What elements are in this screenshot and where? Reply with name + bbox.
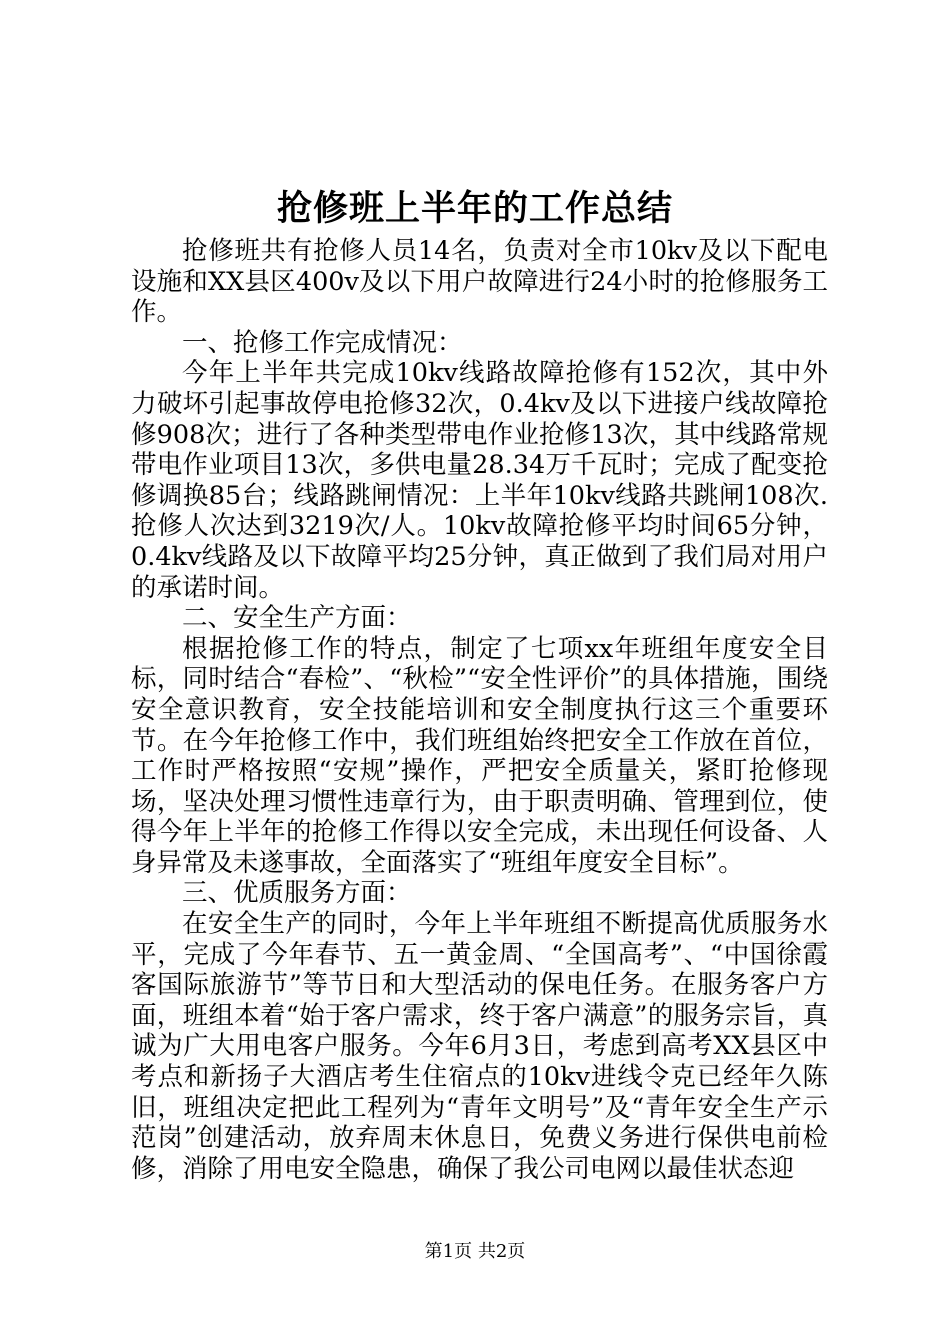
document-title: 抢修班上半年的工作总结 [276,188,673,229]
section-heading-safety: 二、安全生产方面： [182,603,412,634]
repair-work-paragraph: 今年上半年共完成10kv线路故障抢修有152次，其中外力破坏引起事故停电抢修32次，0.4kv及以下进接户线故障抢修908次；进行了各种类型带电作业抢修13次，其中线路常规带电作业项目13次，多供电量28.34万千瓦时；完成了配变抢修调换85台；线路跳闸情况：上半年10kv线路共跳闸108次.抢修人次达到3219次/人。10kv故障抢修平均时间65分钟，0.4kv线路及以下故障平均25分钟，真正做到了我们局对用户的承诺时间。 [131,358,828,603]
document-body [131,236,828,1184]
service-paragraph: 在安全生产的同时，今年上半年班组不断提高优质服务水平，完成了今年春节、五一黄金周、“全国高考”、“中国徐霞客国际旅游节”等节日和大型活动的保电任务。在服务客户方面，班组本着“始于客户需求，终于客户满意”的服务宗旨，真诚为广大用电客户服务。今年6月3日，考虑到高考XX县区中考点和新扬子大酒店考生住宿点的10kv进线令克已经年久陈旧，班组决定把此工程列为“青年文明号”及“青年安全生产示范岗”创建活动，放弃周末休息日，免费义务进行保供电前检修，消除了用电安全隐患，确保了我公司电网以最佳状态迎 [131,909,828,1184]
section-heading-repair-work: 一、抢修工作完成情况： [182,327,463,358]
section-heading-service: 三、优质服务方面： [182,878,412,909]
page-number: 第1页 共2页 [424,1241,526,1262]
safety-paragraph: 根据抢修工作的特点，制定了七项xx年班组年度安全目标，同时结合“春检”、“秋检”“安全性评价”的具体措施，围绕安全意识教育，安全技能培训和安全制度执行这三个重要环节。在今年抢修工作中，我们班组始终把安全工作放在首位，工作时严格按照“安规”操作，严把安全质量关，紧盯抢修现场，坚决处理习惯性违章行为，由于职责明确、管理到位，使得今年上半年的抢修工作得以安全完成，未出现任何设备、人身异常及未遂事故，全面落实了“班组年度安全目标”。 [131,633,828,878]
intro-paragraph: 抢修班共有抢修人员14名，负责对全市10kv及以下配电设施和XX县区400v及以下用户故障进行24小时的抢修服务工作。 [131,236,828,328]
